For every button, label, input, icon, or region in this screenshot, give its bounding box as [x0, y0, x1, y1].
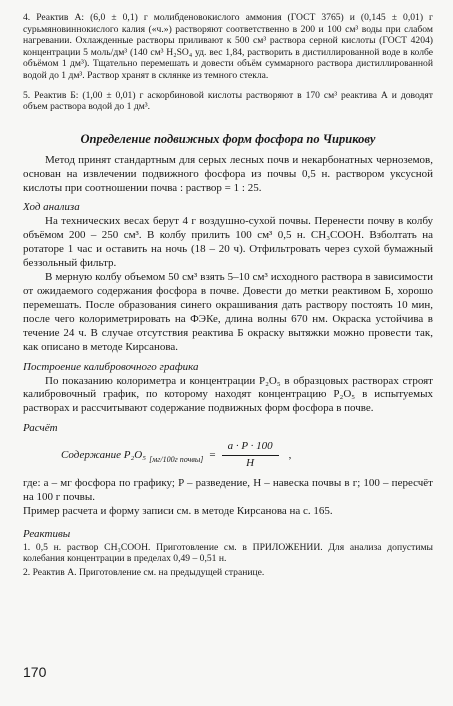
reagents-heading: Реактивы [23, 527, 71, 540]
reagents-bottom [23, 542, 433, 579]
formula [61, 440, 433, 471]
page-number: 170 [23, 664, 47, 680]
reagent-1-text: 1. 0,5 н. раствор CH₃COOH. Приготовление см. в ПРИЛОЖЕНИИ. Для анализа допустимы колебания концентрации в пределах 0,49 – 0,51 н. [23, 541, 433, 565]
section-body [23, 154, 433, 541]
analysis-paragraph-1: На технических весах берут 4 г воздушно-сухой почвы. Перенести почву в колбу объёмом 200 – 250 см³. В колбу прилить 100 см³ 0,5 н. CH₃COOH. Взболтать на ротаторе 1 час и оставить на ночь (18 – 20 ч). Отфильтровать через сухой бумажный беззольный фильтр. [23, 215, 433, 270]
method-intro: Метод принят стандартным для серых лесных почв и некарбонатных черноземов, основан на извлечении подвижного фосфора из почвы 0,5 н. раствором уксусной кислоты при соотношении почва : раствор = 1 : 25. [23, 153, 433, 194]
calibration-heading: Построение калибровочного графика [23, 360, 199, 373]
formula-comma: , [288, 448, 292, 461]
reagent-5-text: 5. Реактив Б: (1,00 ± 0,01) г аскорбиновой кислоты растворяют в 170 см³ реактива А и доводят объем раствора водой до 1 дм³. [23, 89, 433, 113]
formula-numerator: a · P · 100 [222, 440, 279, 456]
section-title: Определение подвижных форм фосфора по Чирикову [80, 131, 376, 146]
calibration-text: По показанию колориметра и концентрации P₂O₅ в образцовых растворах строят калибровочный график, по которому находят концентрацию P₂O₅ в испытуемых растворах и рассчитывают содержание подвижных форм фосфора в почве. [23, 374, 433, 415]
formula-fraction [222, 440, 279, 471]
reagent-4-text: 4. Реактив А: (6,0 ± 0,1) г молибденовокислого аммония (ГОСТ 3765) и (0,145 ± 0,01) г сурьмяновиннокислого калия («ч.») растворяют соответственно в 200 и 100 см³ воды при слабом нагревании. Охлажденные растворы приливают к 500 см³ раствора серной кислоты (ГОСТ 4204) концентрации 5 моль/дм³ (140 см³ H₂SO₄ уд. вес 1,84, растворить в дистиллированной воде в колбе объёмом 1 дм³). Тщательно перемешать и довести объём суммарного раствора дистиллированной водой до 1 дм³. Раствор хранят в склянке из темного стекла. [23, 12, 433, 81]
formula-denominator: H [246, 457, 255, 470]
formula-equals: = [209, 448, 216, 461]
calculation-example: Пример расчета и форму записи см. в методе Кирсанова на с. 165. [23, 504, 333, 517]
formula-legend: где: a – мг фосфора по графику; P – разведение, H – навеска почвы в г; 100 – пересчёт на 100 г почвы. [23, 477, 433, 503]
reagent-2-text: 2. Реактив А. Приготовление см. на предыдущей странице. [23, 566, 265, 578]
formula-label: Содержание P₂O₅ [61, 448, 147, 461]
reagents-top [23, 12, 433, 113]
formula-unit: [мг/100г почвы] [149, 454, 204, 464]
analysis-heading: Ход анализа [23, 201, 80, 214]
calculation-heading: Расчёт [23, 422, 58, 435]
analysis-paragraph-2: В мерную колбу объемом 50 см³ взять 5–10 см³ исходного раствора в зависимости от ожидаемого содержания фосфора в почве. Довести до метки реактивом Б, хорошо перемешать. После образования синего окрашивания дать раствору постоять 10 мин, после чего колориметрировать на ФЭКе, длина волны 670 нм. Окраска устойчива в течение 24 ч. В случае отсутствия реактива Б окраску вытяжки можно провести так, как описано в методе Кирсанова. [23, 271, 433, 353]
